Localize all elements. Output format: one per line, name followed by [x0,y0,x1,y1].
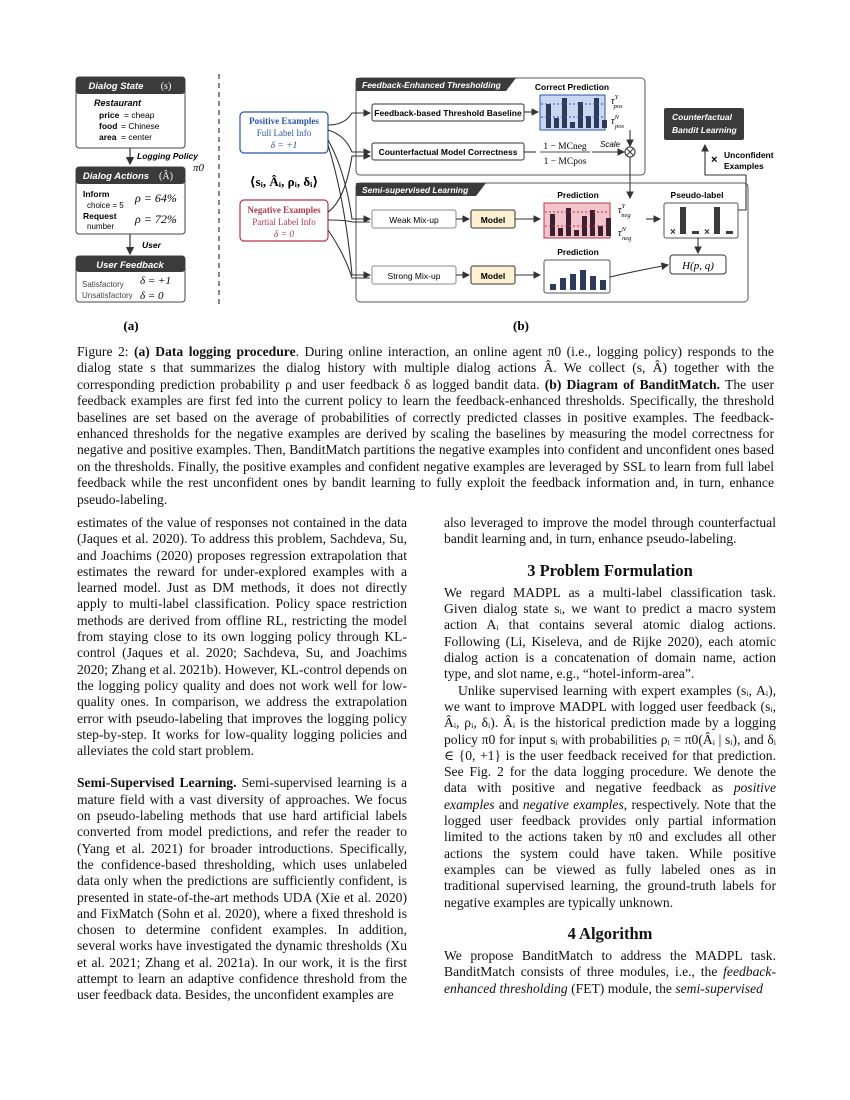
figure-caption [77,344,774,508]
strong-bar-1 [550,284,556,290]
dialog-state-title: Dialog State [88,81,144,92]
fet-title: Feedback-Enhanced Thresholding [362,80,501,90]
unconfident-line2: Examples [724,161,764,171]
prediction-label-weak: Prediction [557,190,599,200]
slot-value-2: = Chinese [121,121,160,131]
positive-examples-title: Positive Examples [249,116,319,126]
p3-text-a: We propose BanditMatch to address the MADPL task. BanditMatch consists of three modules, i.e., the [444,948,776,980]
negative-examples-delta: δ = 0 [273,230,295,240]
slot-key-1: price [99,110,120,120]
fraction-denominator: 1 − MCpos [543,157,587,167]
tau-pos-n: $\tau^N$ pos [611,114,624,130]
action-1-name: Inform [83,189,110,199]
positive-examples-sub: Full Label Info [256,128,312,138]
caption-b-text: The user feedback examples are first fed into the current policy to learn the feedback-enhanced thresholds. Specifically, the threshold baselines are set based on the average of probabilities of correctly predicted classes in positive examples. The feedback-enhanced thresholds for the negative examples are derived by scaling the baselines by measuring the model correctness for negative and positive examples. Then, BanditMatch partitions the negative examples into confident and unconfident ones based on the thresholds. Finally, the positive examples and confident negative examples are leveraged by SSL to learn from full label feedback while the rest unconfident ones by bandit learning to fully exploit the feedback information and, in turn, enhance pseudo-labeling. [77,376,774,507]
slot-key-3: area [99,132,117,142]
correct-bar-7 [594,98,599,128]
strong-bar-4 [580,270,586,290]
unconfident-line1: Unconfident [724,150,774,160]
left-column [77,515,407,1004]
loss-label: H(p, q) [682,260,714,272]
caption-b-label: (b) Diagram of BanditMatch. [544,376,721,392]
slot-value-1: = cheap [124,110,155,120]
strong-bar-5 [590,276,596,290]
correct-bar-1 [546,104,551,128]
action-1-prob: ρ = 64% [135,191,177,205]
negative-examples-title: Negative Examples [247,205,321,215]
right-paragraph-1: We regard MADPL as a multi-label classification task. Given dialog state sᵢ, we want to predict a macro system action Aᵢ that contains several atomic dialog actions. Following (Li, Kiseleva, and de Rijke 2020), each atomic dialog action is a concatenation of domain name, action type, and slot name, e.g., “hotel-inform-area”. [444,584,776,682]
user-label: User [142,240,161,250]
unconfident-x-icon: × [711,154,718,166]
satisfactory-value: δ = +1 [140,275,171,287]
pseudo-label-mark-3 [692,231,699,234]
weak-bar-8 [606,218,611,236]
pseudo-label-mark-6 [726,231,733,234]
user-feedback-title: User Feedback [96,260,164,271]
ssl-title: Semi-supervised Learning [362,185,469,195]
correct-prediction-label: Correct Prediction [534,82,610,92]
satisfactory-label: Satisfactory [82,280,124,289]
left-paragraph-2 [77,775,407,1003]
action-2-prob: ρ = 72% [135,212,177,226]
right-paragraph-0: also leveraged to improve the model through counterfactual bandit learning and, in turn, enhance pseudo-labeling. [444,515,776,547]
pseudo-label-mark-1: × [670,227,676,238]
correct-bar-3 [562,98,567,128]
ssl-heading: Semi-Supervised Learning. [77,775,237,791]
negative-examples-sub: Partial Label Info [252,217,316,227]
pseudo-label-mark-4: × [704,227,710,238]
pseudo-label-title: Pseudo-label [670,190,724,200]
pseudo-label-mark-2 [680,207,686,234]
p3-fet: feedback-enhanced thresholding [444,964,776,996]
weak-bar-6 [590,210,595,236]
dialog-actions-title: Dialog Actions [82,171,150,182]
left-paragraph-1: estimates of the value of responses not contained in the data (Jaques et al. 2020). To address this problem, Sachdeva, Su, and Joachims (2020) proposes regression extrapolation that estimates the reward for under-explored examples with a learned model. Just as DM methods, it does not directly apply to multi-label classification. Policy space restriction methods are derived from offline RL, restricting the model from staying close to its own logging policy through KL-control (Jaques et al. 2020; Sachdeva, Su, and Joachims 2020; Zhang et al. 2021b). However, KL-control depends on the logging policy quality and does not work well for low-quality ones. In comparison, we address the extrapolation error with pseudo-labeling that improves the logging policy step-by-step. It works for low-quality logging policies and alleviates the cold start problem. [77,515,407,759]
logging-policy-label: Logging Policy [137,151,198,161]
correct-bar-8 [602,120,607,128]
right-paragraph-3 [444,948,776,997]
tau-neg-y: $\tau^Y$ neg [618,203,631,219]
strong-bar-6 [600,280,606,290]
dialog-state-symbol: (s) [160,81,172,92]
weak-bar-4 [574,230,579,236]
p2-text-a: Unlike supervised learning with expert examples (sᵢ, Aᵢ), we want to improve MADPL with logged user feedback (sᵢ, Âᵢ, ρᵢ, δᵢ). Âᵢ is the historical prediction made by a logging policy π0 for input sᵢ with probabilities ρᵢ = π0(Âᵢ | sᵢ), and δᵢ ∈ {0, +1} is the user feedback received for that prediction. See Fig. 2 for the data logging procedure. We denote the data with positive and negative feedback as [444,682,776,796]
slot-value-3: = center [121,132,152,142]
dialog-actions-symbol: (Â) [159,171,173,182]
caption-a-label: (a) Data logging procedure [133,344,296,359]
correctness-box-label: Counterfactual Model Correctness [378,147,518,157]
weak-bar-1 [550,214,555,236]
tau-pos-y: $\tau^Y$ pos [611,94,623,110]
model-label-strong: Model [480,271,506,281]
correct-bar-4 [570,122,575,128]
panel-b-label: (b) [513,318,529,333]
strong-bar-3 [570,274,576,290]
domain-label: Restaurant [94,98,142,108]
strong-bar-2 [560,278,566,290]
pi0-label: π0 [193,162,205,174]
correct-bar-6 [586,116,591,128]
weak-bar-7 [598,226,603,236]
panel-a-label: (a) [123,318,139,333]
p2-text-b: , respectively. Note that the logged user feedback provides only partial information limited to the actions taken by π0 and excludes all other actions the system could have taken. While positive examples can be viewed as fully labeled ones as in traditional supervised learning, the ground-truth labels for negative examples are typically unknown. [444,796,776,910]
p2-negative-examples: negative examples [522,796,624,812]
bandit-learning-line1: Counterfactual [672,112,732,122]
strong-mixup-label: Strong Mix-up [387,271,441,281]
ssl-paragraph-text: Semi-supervised learning is a mature field with a vast diversity of approaches. We focus on pseudo-labeling methods that use hard artificial labels converted from model predictions, and refer the reader to (Yang et al. 2021) for broader introductions. Specifically, the confidence-based thresholding, which uses unlabeled data only when the predictions are sufficiently confident, is presented in state-of-the-art methods UDA (Xie et al. 2020) and FixMatch (Sohn et al. 2020), where a fixed threshold is chosen to determine confident examples. In addition, several works have investigated the dynamic thresholds (Xu et al. 2021; Zhang et al. 2021a). In our work, it is the first attempt to learn an adaptive confidence threshold from the user feedback data. Besides, the unconfident examples are [77,775,407,1003]
logged-tuple: ⟨sᵢ, Âᵢ, ρᵢ, δᵢ⟩ [249,174,319,189]
caption-a-text: . During online interaction, an online agent π0 (i.e., logging policy) responds to the dialog state s that summarizes the dialog history with multiple dialog actions Â. We collect (s, Â) together with the corresponding prediction probability ρ and user feedback δ as logged bandit data. [77,344,774,392]
scale-label: Scale [599,140,621,149]
right-column [444,515,776,997]
action-1-slot: choice = 5 [87,201,124,210]
positive-examples-delta: δ = +1 [270,141,298,151]
p2-and: and [494,796,523,812]
p2-positive-examples: positive examples [444,780,776,812]
model-label-weak: Model [480,215,506,225]
weak-mixup-label: Weak Mix-up [389,215,439,225]
p3-ssl: semi-supervised [675,980,763,996]
bandit-learning-line2: Bandit Learning [672,125,737,135]
prediction-label-strong: Prediction [557,247,599,257]
p3-text-b: (FET) module, the [567,980,676,996]
panel-b [240,78,774,333]
caption-prefix: Figure 2: [77,344,134,359]
tau-neg-n: $\tau^N$ neg [618,226,632,242]
correct-bar-5 [578,102,583,128]
section-4-heading: 4 Algorithm [567,923,653,943]
section-3-heading: 3 Problem Formulation [527,560,693,580]
correct-bar-2 [554,118,559,128]
figure-2 [0,0,850,340]
baseline-box-label: Feedback-based Threshold Baseline [374,108,522,118]
panel-a [76,77,205,333]
fraction-numerator: 1 − MCneg [543,142,587,152]
weak-bar-2 [558,228,563,236]
pseudo-label-mark-5 [714,207,720,234]
unsatisfactory-label: Unsatisfactory [82,291,133,300]
right-paragraph-2 [444,683,776,911]
action-2-name: Request [83,211,117,221]
unsatisfactory-value: δ = 0 [140,290,164,302]
slot-key-2: food [99,121,118,131]
action-2-slot: number [87,222,115,231]
